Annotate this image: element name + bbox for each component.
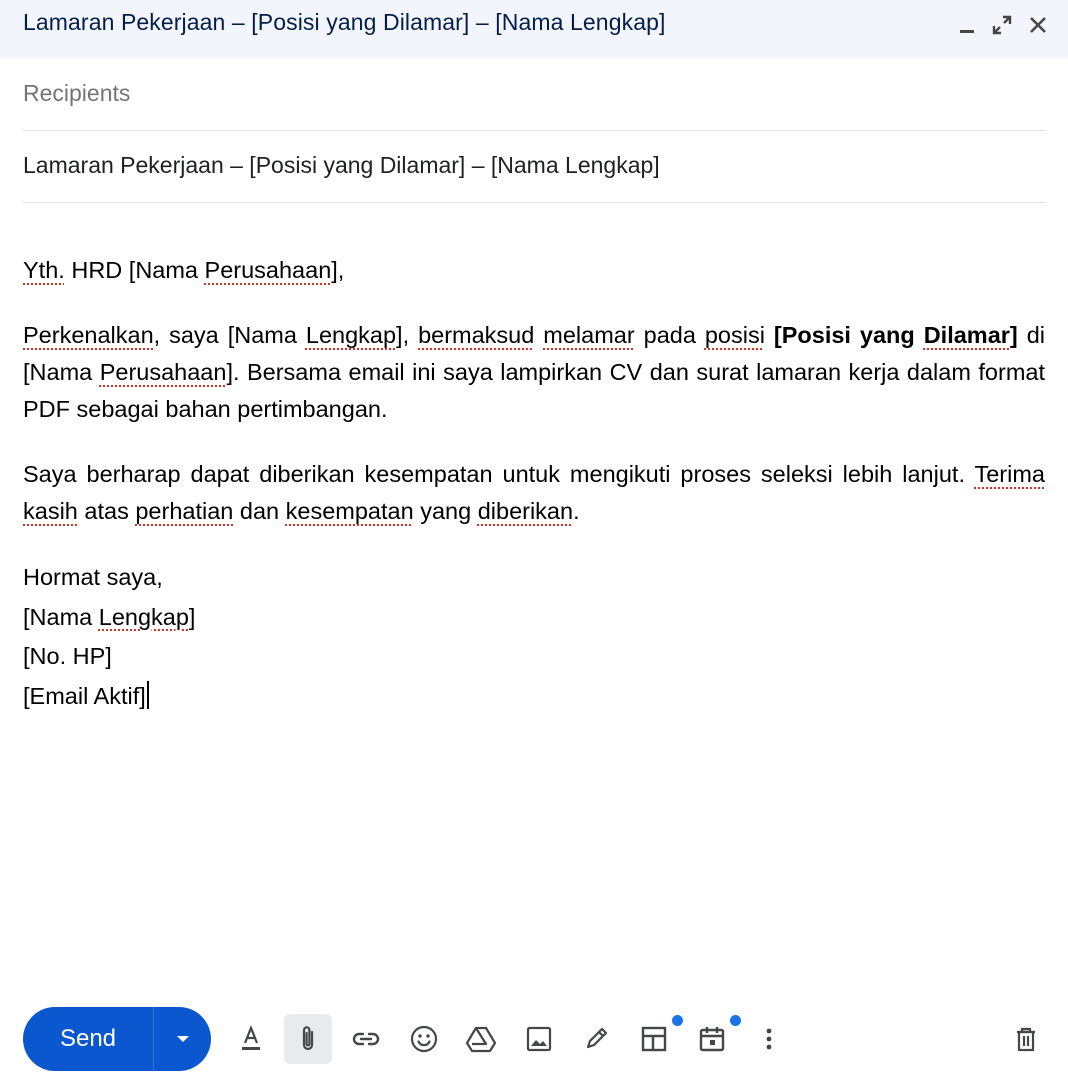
recipients-placeholder: Recipients	[23, 80, 131, 106]
close-button[interactable]	[1021, 8, 1055, 42]
signature-block	[23, 558, 1045, 716]
signature-email: [Email Aktif]	[23, 677, 1045, 717]
link-icon	[349, 1022, 383, 1056]
discard-draft-button[interactable]	[1002, 1014, 1050, 1064]
minimize-button[interactable]	[950, 8, 984, 42]
send-button[interactable]: Send	[59, 1025, 117, 1052]
position-placeholder: [Posisi yang Dilamar]	[773, 322, 1018, 348]
signature-icon	[579, 1022, 613, 1056]
emoji-icon	[407, 1022, 441, 1056]
window-title: Lamaran Pekerjaan – [Posisi yang Dilamar] – [Nama Lengkap]	[23, 9, 666, 35]
text-cursor	[147, 681, 149, 709]
attach-icon	[292, 1022, 324, 1056]
message-body[interactable]	[23, 252, 1045, 716]
signature-phone: [No. HP]	[23, 643, 112, 669]
attach-files-button[interactable]	[284, 1014, 332, 1064]
formatting-options-button[interactable]	[227, 1014, 275, 1064]
send-button-group[interactable]	[23, 1007, 211, 1071]
discard-icon	[1009, 1022, 1043, 1056]
more-options-icon	[752, 1022, 786, 1056]
insert-link-button[interactable]	[342, 1014, 390, 1064]
drive-icon	[464, 1022, 498, 1056]
set-up-time-button[interactable]	[688, 1014, 736, 1064]
recipients-field[interactable]	[23, 58, 1046, 131]
schedule-icon	[695, 1022, 729, 1056]
spell-flag: Perusahaan	[204, 257, 332, 283]
insert-emoji-button[interactable]	[400, 1014, 448, 1064]
insert-signature-button[interactable]	[572, 1014, 620, 1064]
insert-drive-button[interactable]	[457, 1014, 505, 1064]
subject-field[interactable]	[23, 130, 1046, 203]
more-options-button[interactable]	[745, 1014, 793, 1064]
signature-closing: Hormat saya,	[23, 564, 163, 590]
signature-name: [Nama Lengkap]	[23, 603, 196, 630]
compose-title-bar[interactable]	[0, 0, 1068, 58]
send-options-button[interactable]	[154, 1007, 211, 1071]
dropdown-arrow-icon	[175, 1034, 191, 1044]
close-icon	[1028, 15, 1048, 35]
formatting-icon	[234, 1022, 268, 1056]
photo-icon	[522, 1022, 556, 1056]
schedule-notification-dot	[730, 1015, 741, 1026]
greeting-line: Yth. HRD [Nama Perusahaan],	[23, 257, 345, 283]
minimize-icon	[957, 15, 977, 35]
expand-icon	[991, 14, 1013, 36]
paragraph-introduction: Perkenalkan, saya [Nama Lengkap], bermaksud melamar pada posisi [Posisi yang Dilamar] di [Nama Perusahaan]. Bersama email ini saya lampirkan CV dan surat lamaran kerja dalam format PDF sebagai bahan pertimbangan.	[23, 322, 1045, 422]
insert-photo-button[interactable]	[515, 1014, 563, 1064]
layout-notification-dot	[672, 1015, 683, 1026]
layouts-button[interactable]	[630, 1014, 678, 1064]
subject-text: Lamaran Pekerjaan – [Posisi yang Dilamar] – [Nama Lengkap]	[23, 152, 660, 178]
paragraph-closing: Saya berharap dapat diberikan kesempatan untuk mengikuti proses seleksi lebih lanjut. Terima kasih atas perhatian dan kesempatan yang diberikan.	[23, 461, 1045, 524]
expand-button[interactable]	[985, 8, 1019, 42]
spell-flag: Yth.	[23, 257, 65, 283]
layout-icon	[637, 1022, 671, 1056]
